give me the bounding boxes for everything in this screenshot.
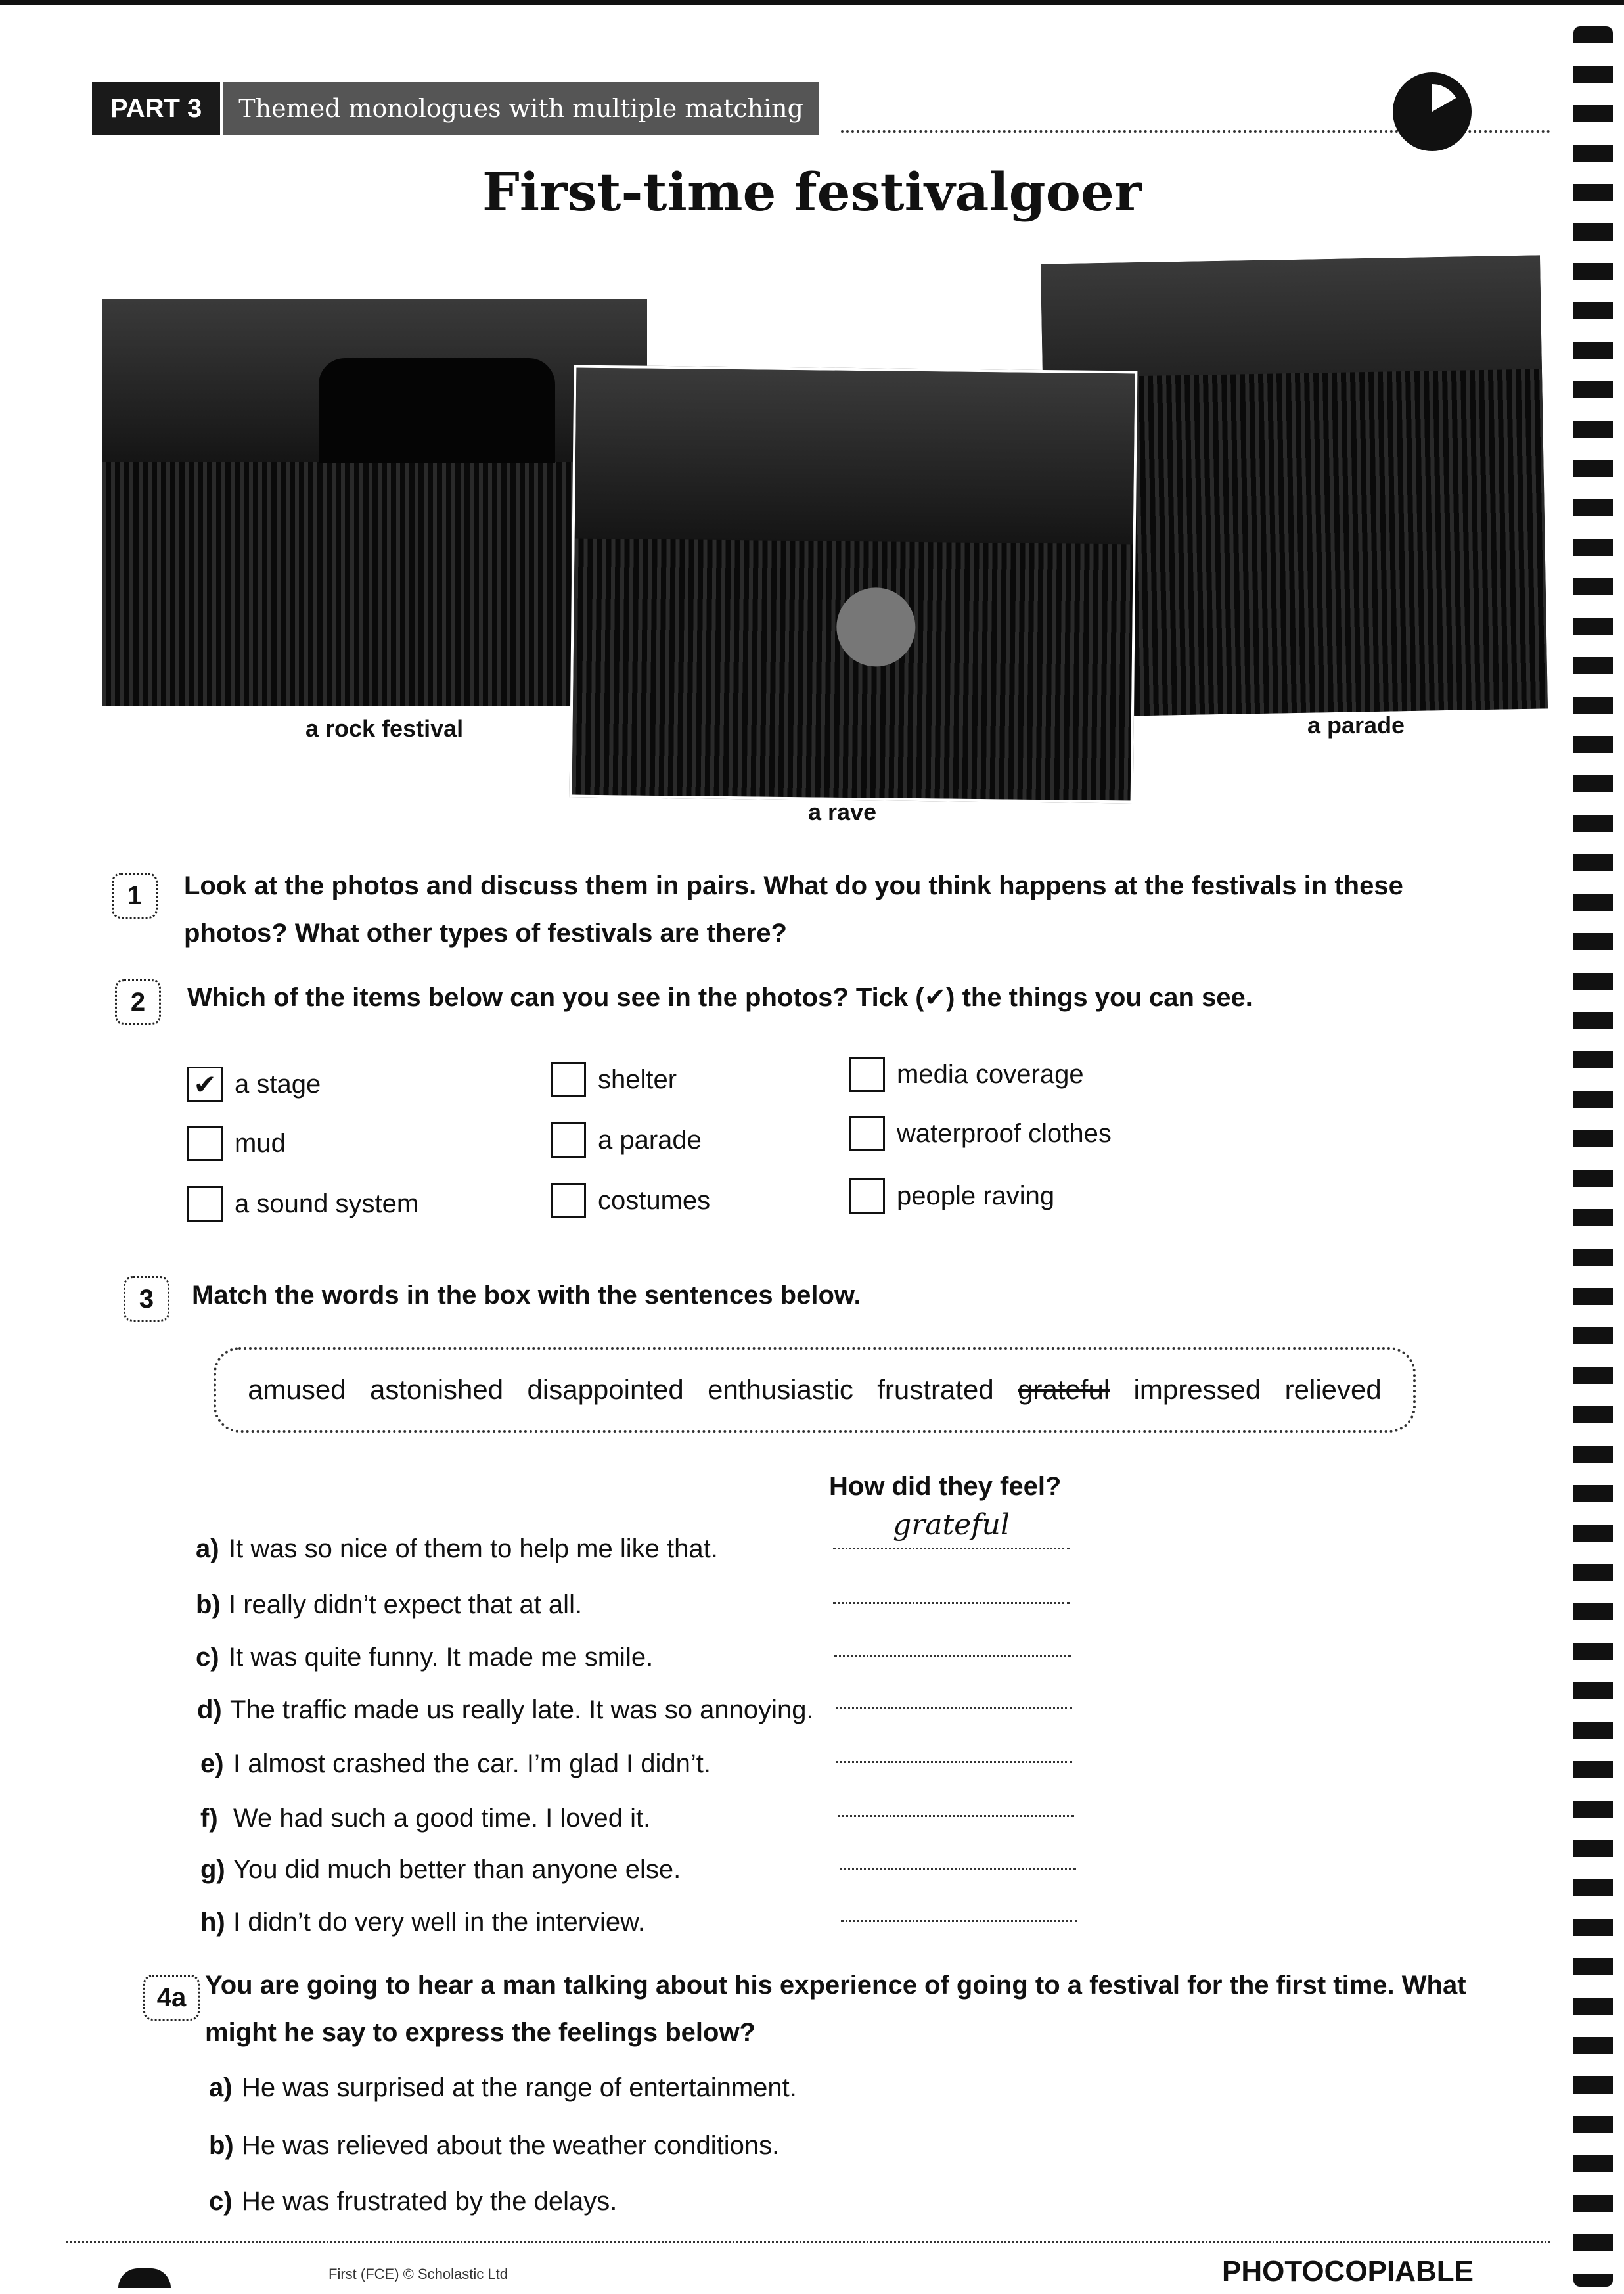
word: impressed: [1133, 1374, 1261, 1405]
feeling-letter: c): [209, 2187, 233, 2216]
feeling-text: He was surprised at the range of entertainment.: [242, 2073, 797, 2102]
checklist-item[interactable]: [187, 1184, 418, 1224]
sentence-letter: c): [196, 1643, 219, 1672]
word: amused: [248, 1374, 346, 1405]
sentence-letter: h): [200, 1908, 225, 1937]
sentence-text: We had such a good time. I loved it.: [233, 1804, 651, 1833]
spiral-binding: [1573, 26, 1613, 2287]
tick-box[interactable]: [849, 1178, 885, 1214]
sentence-text: I almost crashed the car. I’m glad I didn’t.: [233, 1749, 711, 1778]
answer-line[interactable]: grateful: [833, 1508, 1070, 1549]
checklist-label: people raving: [897, 1181, 1055, 1210]
feeling-letter: b): [209, 2131, 234, 2160]
feeling-text: He was frustrated by the delays.: [242, 2187, 618, 2216]
checklist-item[interactable]: [849, 1114, 1112, 1153]
caption-rock-festival: a rock festival: [305, 715, 464, 742]
question-1-line-1: Look at the photos and discuss them in pairs. What do you think happens at the festivals in these: [184, 871, 1403, 900]
caption-rave: a rave: [808, 798, 877, 825]
feeling-letter: a): [209, 2073, 233, 2102]
question-number-4a: 4a: [143, 1975, 200, 2021]
caption-parade: a parade: [1307, 712, 1405, 739]
tick-box[interactable]: [551, 1062, 586, 1097]
part-label: PART 3: [92, 82, 220, 135]
question-number-3: 3: [124, 1276, 169, 1322]
word: relieved: [1284, 1374, 1382, 1405]
question-1-text: [184, 862, 1403, 957]
tick-box[interactable]: [187, 1126, 223, 1161]
word-box: [214, 1347, 1416, 1433]
tick-box[interactable]: [187, 1186, 223, 1222]
tick-box[interactable]: [849, 1116, 885, 1151]
answer-line[interactable]: [841, 1881, 1077, 1922]
sentence-row: [196, 1525, 718, 1564]
question-1-line-2: photos? What other types of festivals are there?: [184, 919, 787, 948]
sentence-row: [200, 1739, 711, 1779]
question-number-2: 2: [115, 979, 161, 1025]
photo-rock-festival: [102, 299, 647, 706]
checklist-label: a parade: [598, 1125, 702, 1155]
sentence-text: It was so nice of them to help me like that.: [229, 1534, 718, 1563]
photo-rave: [570, 365, 1138, 804]
answer-line[interactable]: [836, 1722, 1072, 1763]
checklist-item[interactable]: [849, 1176, 1054, 1216]
page-title: First-time festivalgoer: [482, 161, 1142, 223]
sentence-row: [200, 1898, 645, 1937]
answer-line[interactable]: [836, 1668, 1072, 1709]
top-edge-line: [0, 0, 1624, 5]
word: enthusiastic: [708, 1374, 853, 1405]
word: disappointed: [527, 1374, 684, 1405]
sentence-row: [196, 1580, 582, 1620]
sentence-text: I didn’t do very well in the interview.: [233, 1908, 645, 1937]
checklist-item[interactable]: [551, 1120, 702, 1160]
checklist-item[interactable]: [551, 1181, 710, 1220]
tick-box[interactable]: [551, 1183, 586, 1218]
footer-logo-mark: [118, 2268, 171, 2288]
question-4a-line-2: might he say to express the feelings below?: [205, 2018, 756, 2047]
answer-line[interactable]: [840, 1828, 1076, 1870]
checklist-item[interactable]: [187, 1124, 286, 1163]
sentence-text: I really didn’t expect that at all.: [229, 1590, 583, 1619]
tick-box[interactable]: [849, 1057, 885, 1092]
feeling-item: [209, 2063, 797, 2103]
part-header: [92, 82, 819, 135]
feeling-text: He was relieved about the weather conditions.: [242, 2131, 780, 2160]
sentence-text: It was quite funny. It made me smile.: [229, 1643, 654, 1672]
footer-copyright: First (FCE) © Scholastic Ltd: [328, 2266, 508, 2282]
sentence-text: The traffic made us really late. It was so annoying.: [230, 1695, 814, 1724]
footer-dotted-rule: [66, 2241, 1550, 2243]
sentence-letter: b): [196, 1590, 221, 1619]
sentence-row: [200, 1794, 650, 1833]
checklist-label: waterproof clothes: [897, 1118, 1112, 1148]
checklist-item[interactable]: [849, 1055, 1084, 1094]
checklist-label: mud: [235, 1128, 286, 1158]
sentence-letter: f): [200, 1804, 218, 1833]
checklist-label: a sound system: [235, 1189, 419, 1218]
answer-line[interactable]: [834, 1615, 1071, 1657]
sentence-letter: a): [196, 1534, 219, 1563]
word: frustrated: [877, 1374, 994, 1405]
sentence-letter: g): [200, 1855, 225, 1884]
feeling-item: [209, 2121, 779, 2161]
part-subtitle: Themed monologues with multiple matching: [220, 82, 819, 135]
checklist-item[interactable]: [187, 1065, 321, 1104]
checklist-item[interactable]: [551, 1060, 677, 1099]
sentence-letter: d): [197, 1695, 222, 1724]
feelings-column-heading: How did they feel?: [829, 1472, 1062, 1501]
feeling-item: [209, 2177, 617, 2216]
sentence-letter: e): [200, 1749, 224, 1778]
checklist-label: a stage: [235, 1069, 321, 1099]
answer-line[interactable]: [833, 1563, 1070, 1604]
word-crossed-out: grateful: [1018, 1374, 1110, 1405]
question-4a-line-1: You are going to hear a man talking about his experience of going to a festival for the first time. What: [205, 1971, 1466, 2000]
question-4a-text: [205, 1961, 1466, 2056]
sentence-row: [196, 1633, 653, 1672]
tick-box[interactable]: ✔: [187, 1067, 223, 1102]
checklist-label: costumes: [598, 1185, 711, 1215]
tick-box[interactable]: [551, 1122, 586, 1158]
answer-line[interactable]: [838, 1776, 1074, 1817]
timer-icon: [1393, 72, 1472, 151]
sentence-text: You did much better than anyone else.: [233, 1855, 681, 1884]
sentence-row: [200, 1845, 681, 1885]
sentence-row: [197, 1686, 814, 1725]
checklist-label: shelter: [598, 1065, 677, 1094]
question-2-text: Which of the items below can you see in the photos? Tick (✔) the things you can see.: [187, 983, 1253, 1012]
checklist-label: media coverage: [897, 1059, 1084, 1089]
photocopiable-label: PHOTOCOPIABLE: [1222, 2255, 1474, 2287]
word: astonished: [369, 1374, 504, 1405]
question-number-1: 1: [112, 873, 158, 919]
question-3-text: Match the words in the box with the sentences below.: [192, 1281, 861, 1310]
